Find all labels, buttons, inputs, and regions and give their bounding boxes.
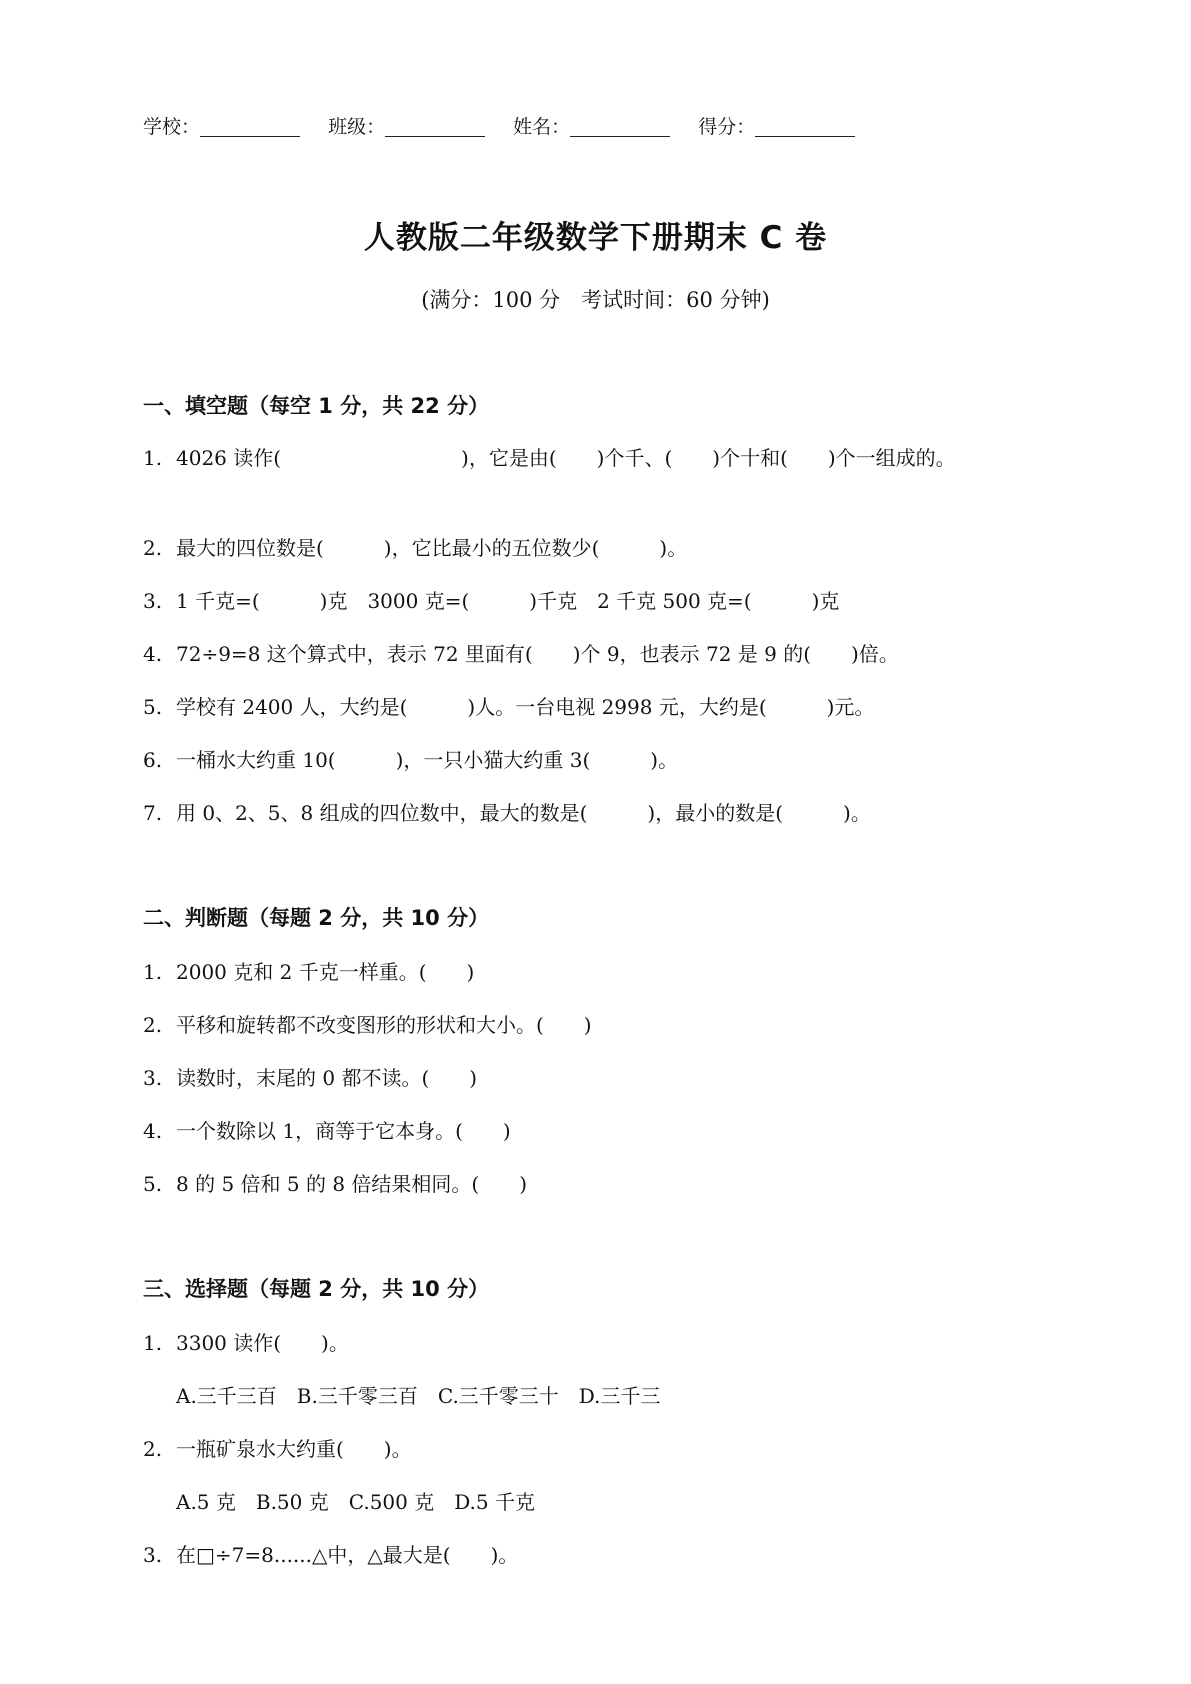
question-number: 3. (143, 1066, 163, 1090)
fill-question-2 (143, 533, 687, 563)
fill-question-4 (143, 639, 899, 669)
question-number: 6. (143, 748, 163, 772)
question-text: 8 的 5 倍和 5 的 8 倍结果相同。( ) (176, 1172, 528, 1196)
choice-question-3 (143, 1540, 518, 1570)
exam-subtitle: (满分：100 分 考试时间：60 分钟) (421, 288, 770, 312)
question-number: 7. (143, 801, 163, 825)
question-text: 在□÷7=8......△中，△最大是( )。 (176, 1543, 519, 1567)
school-field (143, 116, 300, 138)
judge-question-4 (143, 1116, 511, 1146)
question-number: 3. (143, 1543, 163, 1567)
section-true-false-title: 二、判断题（每题 2 分，共 10 分） (143, 906, 490, 930)
question-number: 1. (143, 446, 163, 470)
judge-question-5 (143, 1169, 527, 1199)
choice-question-1-options: A.三千三百 B.三千零三百 C.三千零三十 D.三千三 (176, 1384, 661, 1408)
class-blank (385, 116, 485, 137)
student-info-line (143, 112, 877, 139)
question-number: 2. (143, 1013, 163, 1037)
score-label: 得分： (698, 116, 756, 138)
question-number: 5. (143, 1172, 163, 1196)
question-text: 一瓶矿泉水大约重( )。 (176, 1437, 412, 1461)
fill-question-7 (143, 798, 871, 828)
question-text: 学校有 2400 人，大约是( )人。一台电视 2998 元，大约是( )元。 (176, 695, 875, 719)
section-fill-blank-title: 一、填空题（每空 1 分，共 22 分） (143, 394, 490, 418)
score-blank (755, 116, 855, 137)
choice-question-1 (143, 1328, 349, 1358)
question-text: 用 0、2、5、8 组成的四位数中，最大的数是( )，最小的数是( )。 (176, 801, 871, 825)
question-number: 2. (143, 536, 163, 560)
question-number: 1. (143, 1331, 163, 1355)
name-label: 姓名： (513, 116, 571, 138)
question-text: 3300 读作( )。 (176, 1331, 349, 1355)
fill-question-1 (143, 442, 1053, 475)
question-text: 一个数除以 1，商等于它本身。( ) (176, 1119, 511, 1143)
question-number: 4. (143, 1119, 163, 1143)
class-field (328, 116, 485, 138)
school-label: 学校： (143, 116, 201, 138)
name-blank (570, 116, 670, 137)
fill-question-3 (143, 586, 839, 616)
question-text: 4026 读作( )，它是由( )个千、( )个十和( )个一组成的。 (176, 446, 956, 470)
judge-question-3 (143, 1063, 477, 1093)
question-number: 2. (143, 1437, 163, 1461)
score-field (698, 116, 855, 138)
question-number: 1. (143, 960, 163, 984)
question-text: 最大的四位数是( )，它比最小的五位数少( )。 (176, 536, 688, 560)
question-number: 3. (143, 589, 163, 613)
judge-question-1 (143, 957, 474, 987)
name-field (513, 116, 670, 138)
question-number: 4. (143, 642, 163, 666)
question-text: 1 千克=( )克 3000 克=( )千克 2 千克 500 克=( )克 (176, 589, 840, 613)
question-text: 平移和旋转都不改变图形的形状和大小。( ) (176, 1013, 592, 1037)
question-text: 72÷9=8 这个算式中，表示 72 里面有( )个 9，也表示 72 是 9 的( )倍。 (176, 642, 899, 666)
exam-title: 人教版二年级数学下册期末 C 卷 (363, 220, 828, 256)
section-multiple-choice-title: 三、选择题（每题 2 分，共 10 分） (143, 1277, 490, 1301)
fill-question-6 (143, 745, 678, 775)
fill-question-5 (143, 692, 874, 722)
judge-question-2 (143, 1010, 592, 1040)
question-text: 一桶水大约重 10( )，一只小猫大约重 3( )。 (176, 748, 679, 772)
school-blank (200, 116, 300, 137)
question-number: 5. (143, 695, 163, 719)
question-text: 读数时，末尾的 0 都不读。( ) (176, 1066, 478, 1090)
question-text: 2000 克和 2 千克一样重。( ) (176, 960, 475, 984)
choice-question-2-options: A.5 克 B.50 克 C.500 克 D.5 千克 (176, 1490, 535, 1514)
class-label: 班级： (328, 116, 386, 138)
choice-question-2 (143, 1434, 412, 1464)
